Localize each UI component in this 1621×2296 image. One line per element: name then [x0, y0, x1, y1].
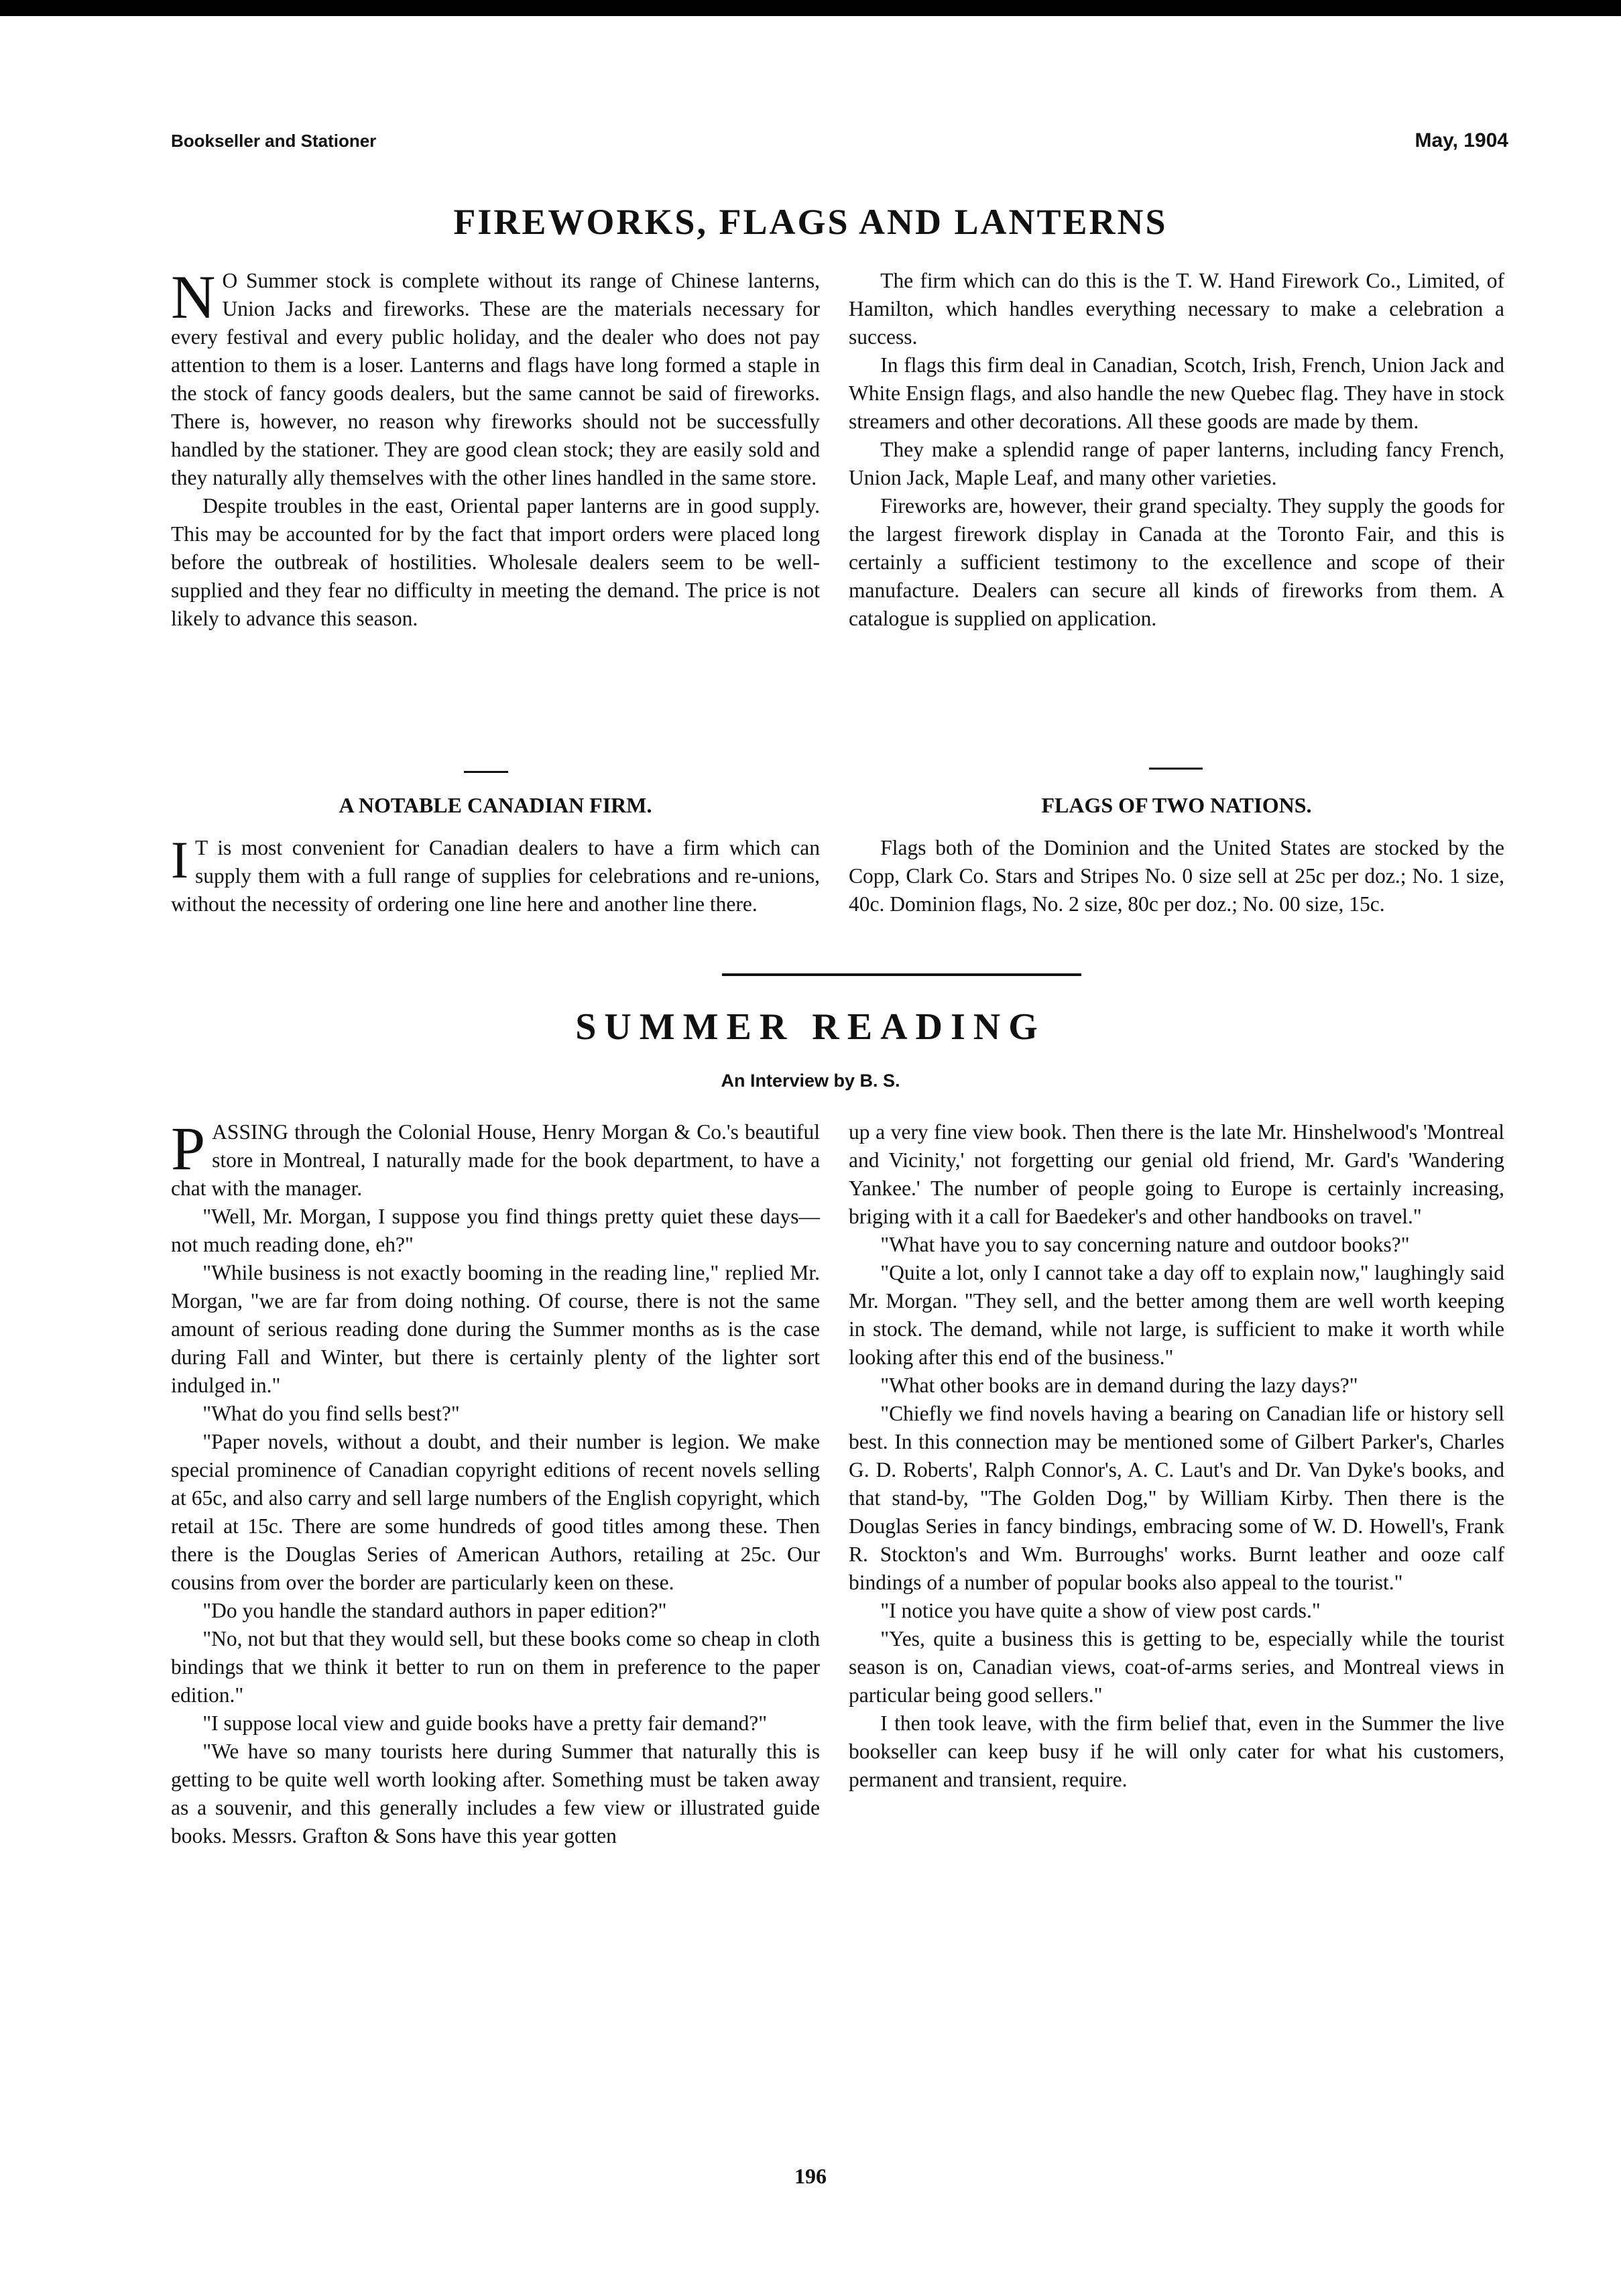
article-byline: An Interview by B. S.	[721, 1071, 900, 1091]
paragraph-text: Despite troubles in the east, Oriental paper lanterns are in good supply. This may be accounted for by the fact that import orders were placed long before the outbreak of hostilities. Wholesale dealers seem to be well-supplied and they fear no difficulty in meeting the demand. The price is not likely to advance this season.	[171, 494, 820, 630]
paragraph-text: "Well, Mr. Morgan, I suppose you find things pretty quiet these days—not much reading done, eh?"	[171, 1205, 820, 1256]
paragraph-text: "Chiefly we find novels having a bearing on Canadian life or history sell best. In this connection may be mentioned some of Gilbert Parker's, Charles G. D. Roberts', Ralph Connor's, A. C. Laut's and Dr. Van Dyke's books, and that stand-by, "The Golden Dog," by William Kirby. Then there is the Douglas Series in fancy bindings, embracing some of W. D. Howell's, Frank R. Stockton's and Wm. Burroughs' works. Burnt leather and ooze calf bindings of a number of popular books also appeal to the tourist."	[849, 1402, 1504, 1594]
paragraph	[171, 1709, 820, 1738]
dropcap-letter: N	[171, 263, 216, 331]
paragraph	[171, 1203, 820, 1259]
paragraph	[849, 1597, 1504, 1625]
paragraph	[849, 1372, 1504, 1400]
paragraph-text: "We have so many tourists here during Summer that naturally this is getting to be quite well worth looking after. Something must be taken away as a souvenir, and this generally includes a few view or illustrated guide books. Messrs. Grafton & Sons have this year gotten	[171, 1740, 820, 1848]
paragraph	[171, 1428, 820, 1597]
paragraph-text: "While business is not exactly booming in the reading line," replied Mr. Morgan, "we are far from doing nothing. Of course, there is not the same amount of serious reading done during the Summer months as is the case during Fall and Winter, but there is certainly plenty of the lighter sort indulged in."	[171, 1261, 820, 1397]
article2-column-left	[171, 1114, 820, 1850]
article1-column-left	[171, 263, 820, 633]
paragraph-text: "What other books are in demand during the lazy days?"	[880, 1374, 1358, 1397]
publication-name: Bookseller and Stationer	[171, 131, 377, 151]
flags-paragraph: Flags both of the Dominion and the United States are stocked by the Copp, Clark Co. Stars and Stripes No. 0 size sell at 25c per doz.; No. 1 size, 40c. Dominion flags, No. 2 size, 80c per doz.; No. 00 size, 15c.	[849, 836, 1504, 916]
paragraph	[849, 436, 1504, 492]
paragraph-text: "Quite a lot, only I cannot take a day off to explain now," laughingly said Mr. Morgan. "They sell, and the better among them are well worth keeping in stock. The demand, while not large, is sufficient to make it worth while looking after this end of the business."	[849, 1261, 1504, 1369]
article1-column-right	[849, 267, 1504, 633]
paragraph	[849, 1625, 1504, 1709]
paragraph-text: "I suppose local view and guide books have a pretty fair demand?"	[202, 1711, 768, 1735]
notable-dropcap: I	[171, 831, 188, 889]
paragraph	[171, 263, 820, 492]
paragraph-text: "Paper novels, without a doubt, and their number is legion. We make special prominence of Canadian copyright editions of recent novels selling at 65c, and also carry and sell large numbers of the English copyright, which retail at 15c. There are some hundreds of good titles among these. Then there is the Douglas Series of American Authors, retailing at 25c. Our cousins from over the border are particularly keen on these.	[171, 1430, 820, 1594]
paragraph-text: The firm which can do this is the T. W. Hand Firework Co., Limited, of Hamilton, which handles everything necessary to make a celebration a success.	[849, 269, 1504, 349]
paragraph-text: Fireworks are, however, their grand specialty. They supply the goods for the largest firework display in Canada at the Toronto Fair, and this is certainly a sufficient testimony to the excellence and scope of their manufacture. Dealers can secure all kinds of fireworks from them. A catalogue is supplied on application.	[849, 494, 1504, 630]
paragraph	[849, 1400, 1504, 1597]
paragraph-text: up a very fine view book. Then there is the late Mr. Hinshelwood's 'Montreal and Vicinity,' not forgetting our genial old friend, Mr. Gard's 'Wandering Yankee.' The number of people going to Europe is certainly increasing, briging with it a call for Baedeker's and other handbooks on travel."	[849, 1120, 1504, 1228]
paragraph	[849, 351, 1504, 436]
notable-firm-heading: A NOTABLE CANADIAN FIRM.	[339, 793, 652, 817]
article2-column-right	[849, 1118, 1504, 1794]
paragraph-text: In flags this firm deal in Canadian, Scotch, Irish, French, Union Jack and White Ensign flags, and also handle the new Quebec flag. They have in stock streamers and other decorations. All these goods are made by them.	[849, 353, 1504, 433]
section-divider-short	[1149, 768, 1203, 770]
paragraph	[171, 1259, 820, 1400]
paragraph	[171, 1625, 820, 1709]
notable-firm-section	[171, 791, 820, 918]
paragraph	[171, 1597, 820, 1625]
flags-section	[849, 791, 1504, 918]
paragraph-text: "What have you to say concerning nature and outdoor books?"	[880, 1233, 1410, 1256]
paragraph-text: "No, not but that they would sell, but these books come so cheap in cloth bindings that we think it better to run on them in preference to the paper edition."	[171, 1627, 820, 1707]
article-title-summer-reading: SUMMER READING	[575, 1006, 1046, 1048]
page-number: 196	[794, 2164, 827, 2188]
issue-date: May, 1904	[1415, 129, 1508, 152]
dropcap-letter: P	[171, 1114, 206, 1183]
paragraph-text: "Do you handle the standard authors in paper edition?"	[202, 1599, 667, 1622]
paragraph	[849, 1709, 1504, 1794]
paragraph	[171, 1400, 820, 1428]
paragraph-text: I then took leave, with the firm belief that, even in the Summer the live bookseller can keep busy if he will only cater for what his customers, permanent and transient, require.	[849, 1711, 1504, 1791]
paragraph	[849, 492, 1504, 633]
article-divider	[722, 973, 1081, 976]
paragraph	[171, 492, 820, 633]
paragraph	[849, 267, 1504, 351]
paragraph	[171, 1114, 820, 1203]
paragraph-text: "I notice you have quite a show of view post cards."	[880, 1599, 1321, 1622]
paragraph-text: "Yes, quite a business this is getting to be, especially while the tourist season is on, Canadian views, coat-of-arms series, and Montreal views in particular being good sellers."	[849, 1627, 1504, 1707]
paragraph-text: "What do you find sells best?"	[202, 1402, 460, 1425]
paragraph-text: They make a splendid range of paper lanterns, including fancy French, Union Jack, Maple Leaf, and many other varieties.	[849, 438, 1504, 489]
paragraph	[849, 1118, 1504, 1231]
notable-firm-text: T is most convenient for Canadian dealers to have a firm which can supply them with a full range of supplies for celebrations and re-unions, without the necessity of ordering one line here and another line there.	[171, 836, 820, 916]
top-black-bar	[0, 0, 1621, 16]
ornament-divider	[464, 771, 508, 773]
paragraph	[849, 1231, 1504, 1259]
paragraph-text: O Summer stock is complete without its range of Chinese lanterns, Union Jacks and fireworks. These are the materials necessary for every festival and every public holiday, and the dealer who does not pay attention to them is a loser. Lanterns and flags have long formed a staple in the stock of fancy goods dealers, but the same cannot be said of fireworks. There is, however, no reason why fireworks should not be successfully handled by the stationer. They are good clean stock; they are easily sold and they naturally ally themselves with the other lines handled in the same store.	[171, 269, 820, 489]
article-title-fireworks: FIREWORKS, FLAGS AND LANTERNS	[453, 202, 1168, 242]
paragraph	[849, 1259, 1504, 1372]
flags-heading: FLAGS OF TWO NATIONS.	[1041, 793, 1312, 817]
notable-firm-paragraph	[171, 831, 820, 918]
paragraph-text: ASSING through the Colonial House, Henry Morgan & Co.'s beautiful store in Montreal, I naturally made for the book department, to have a chat with the manager.	[171, 1120, 820, 1200]
paragraph	[171, 1738, 820, 1850]
